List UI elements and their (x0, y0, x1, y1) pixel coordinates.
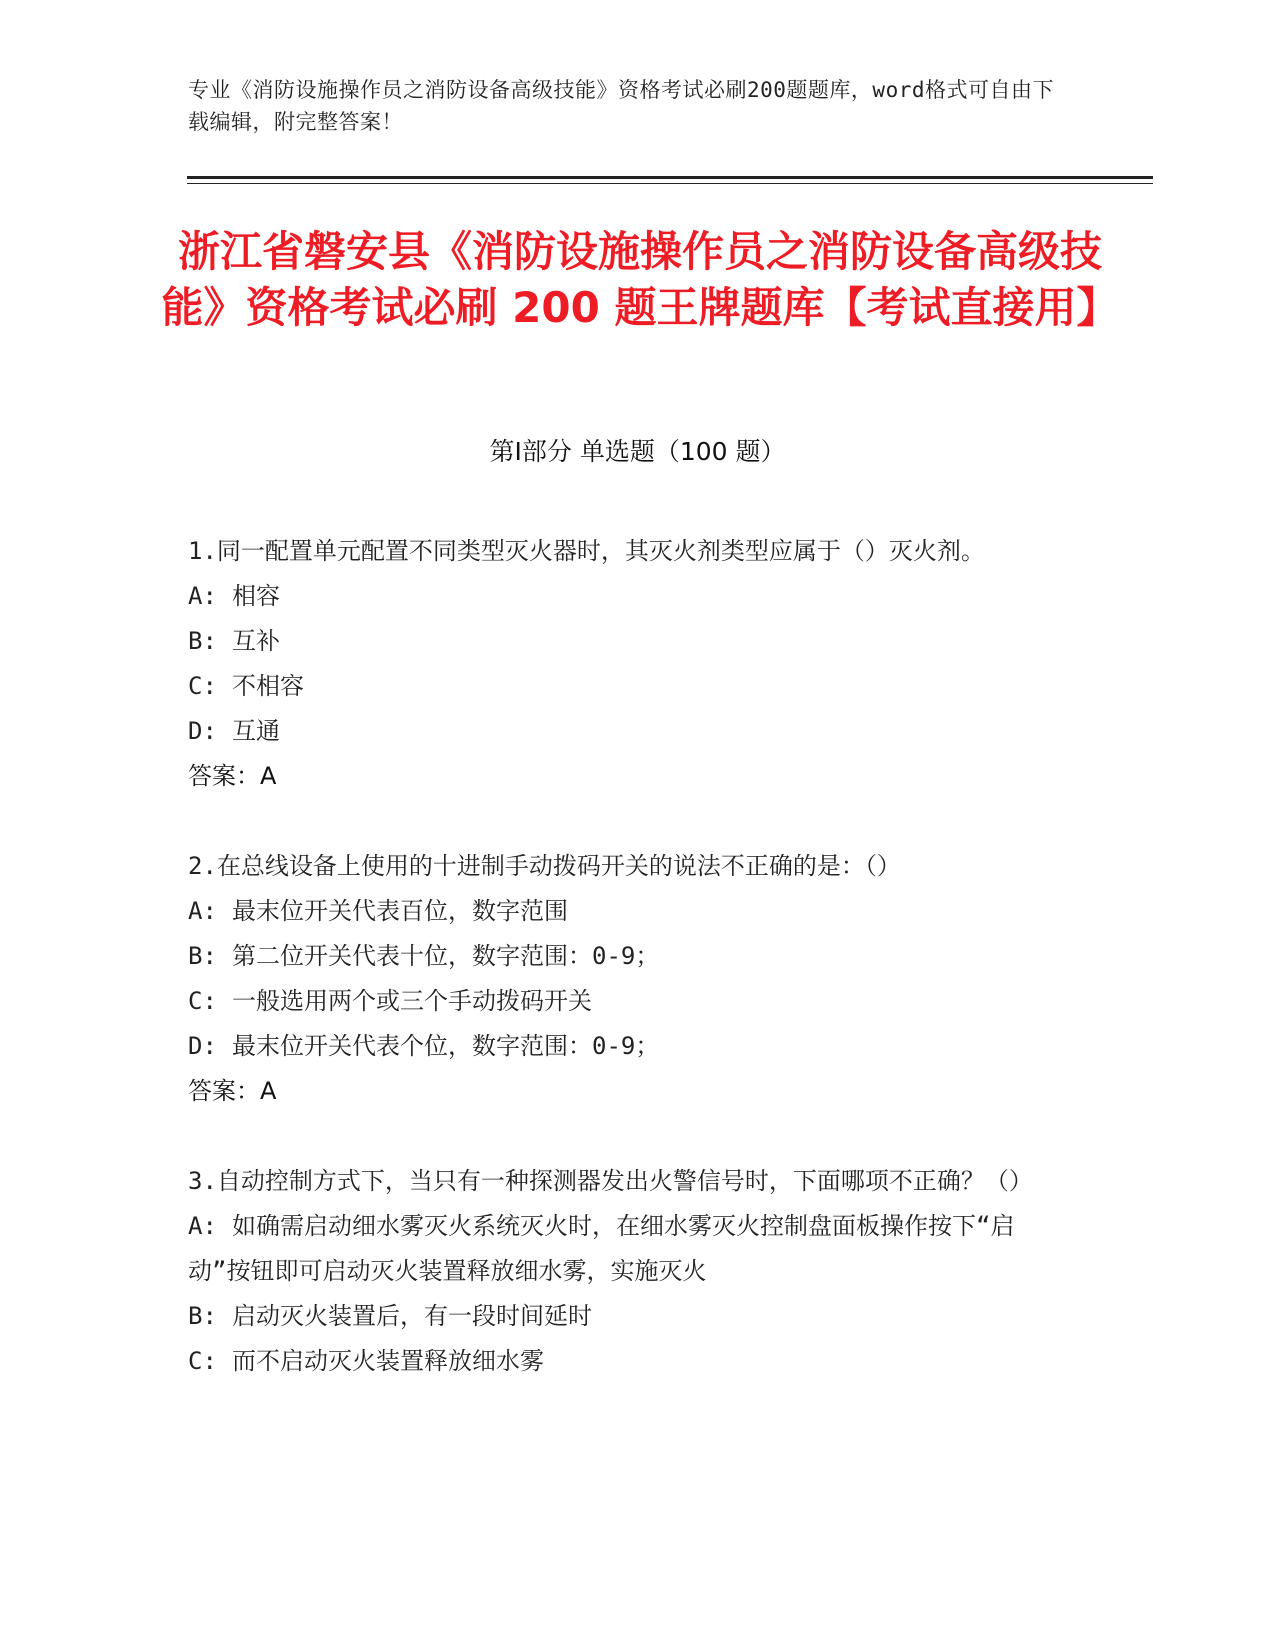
option-b (188, 1294, 1068, 1339)
option-text: 最末位开关代表个位，数字范围：0-9； (232, 1032, 660, 1060)
option-text: 相容 (232, 582, 280, 610)
option-text: 启动灭火装置后，有一段时间延时 (232, 1302, 592, 1330)
option-c (188, 1339, 1068, 1384)
option-a (188, 889, 1068, 934)
option-text: 如确需启动细水雾灭火系统灭火时，在细水雾灭火控制盘面板操作按下“启动”按钮即可启动灭火装置释放细水雾，实施灭火 (188, 1212, 1015, 1285)
answer-label: 答案： (188, 1077, 260, 1105)
option-d (188, 709, 1068, 754)
answer-line (188, 1069, 1068, 1114)
option-key: B: (188, 942, 217, 970)
answer-value: A (260, 762, 277, 790)
header-note: 专业《消防设施操作员之消防设备高级技能》资格考试必刷200题题库，word格式可自由下载编辑，附完整答案！ (188, 78, 1054, 134)
option-key: A: (188, 1212, 217, 1240)
option-text: 第二位开关代表十位，数字范围：0-9； (232, 942, 660, 970)
question-2 (188, 844, 1068, 1114)
question-text: 1.同一配置单元配置不同类型灭火器时，其灭火剂类型应属于（）灭火剂。 (188, 537, 985, 565)
option-a (188, 574, 1068, 619)
option-text: 不相容 (232, 672, 304, 700)
header-divider (187, 176, 1153, 179)
option-text: 互通 (232, 717, 280, 745)
question-list (188, 529, 1068, 1429)
option-text: 最末位开关代表百位，数字范围 (232, 897, 568, 925)
answer-label: 答案： (188, 762, 260, 790)
document-title: 浙江省磐安县《消防设施操作员之消防设备高级技能》资格考试必刷 200 题王牌题库【考试直接用】 (161, 227, 1119, 332)
question-1 (188, 529, 1068, 799)
question-3 (188, 1159, 1068, 1384)
question-text: 3.自动控制方式下，当只有一种探测器发出火警信号时，下面哪项不正确？（） (188, 1167, 1033, 1195)
option-b (188, 619, 1068, 664)
option-key: D: (188, 1032, 217, 1060)
option-text: 而不启动灭火装置释放细水雾 (232, 1347, 544, 1375)
option-text: 一般选用两个或三个手动拨码开关 (232, 987, 592, 1015)
option-key: C: (188, 987, 217, 1015)
option-key: A: (188, 897, 217, 925)
answer-value: A (260, 1077, 277, 1105)
option-key: C: (188, 672, 217, 700)
option-key: B: (188, 1302, 217, 1330)
option-key: A: (188, 582, 217, 610)
option-key: B: (188, 627, 217, 655)
option-c (188, 979, 1068, 1024)
option-text: 互补 (232, 627, 280, 655)
answer-line (188, 754, 1068, 799)
option-c (188, 664, 1068, 709)
header-divider-thin (187, 183, 1153, 184)
question-text: 2.在总线设备上使用的十进制手动拨码开关的说法不正确的是：（） (188, 852, 901, 880)
option-key: D: (188, 717, 217, 745)
option-key: C: (188, 1347, 217, 1375)
section-heading: 第Ⅰ部分 单选题（100 题） (489, 437, 786, 466)
option-a (188, 1204, 1068, 1294)
option-b (188, 934, 1068, 979)
option-d (188, 1024, 1068, 1069)
